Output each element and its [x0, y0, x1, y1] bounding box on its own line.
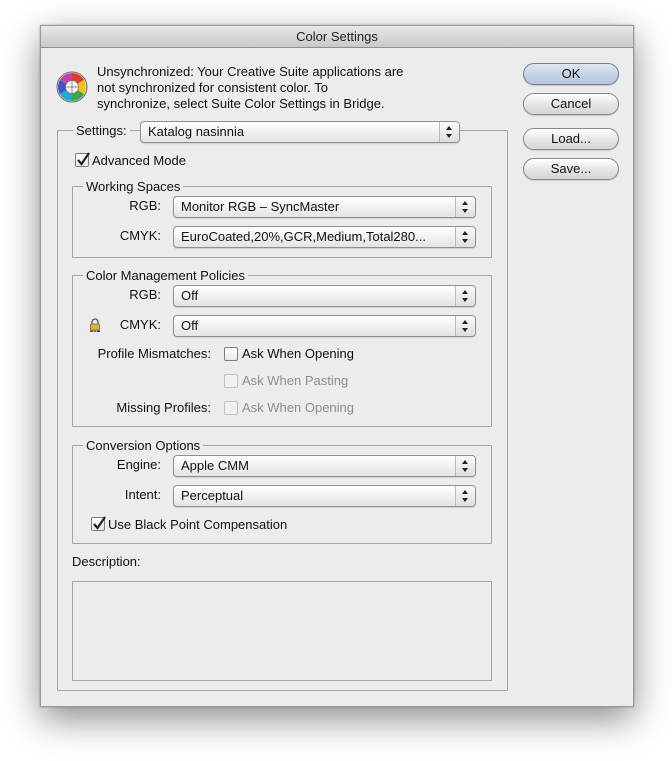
updown-arrows-icon: [455, 197, 475, 217]
description-label: Description:: [72, 554, 141, 569]
ok-button[interactable]: OK: [523, 63, 619, 85]
save-button[interactable]: Save...: [523, 158, 619, 180]
color-wheel-icon: [55, 70, 89, 104]
sync-message: [97, 64, 457, 112]
sync-message-line: Unsynchronized: Your Creative Suite applications are: [97, 64, 404, 79]
intent-label: Intent:: [124, 487, 161, 502]
checkmark-icon: [75, 151, 91, 167]
sync-message-line: not synchronized for consistent color. To: [97, 80, 328, 95]
settings-select[interactable]: [140, 121, 460, 143]
working-rgb-select[interactable]: [173, 196, 476, 218]
updown-arrows-icon: [455, 456, 475, 476]
updown-arrows-icon: [439, 122, 459, 142]
working-cmyk-label: CMYK:: [119, 228, 161, 243]
updown-arrows-icon: [455, 316, 475, 336]
advanced-mode-checkbox[interactable]: [75, 153, 89, 167]
working-cmyk-value: EuroCoated,20%,GCR,Medium,Total280...: [181, 229, 426, 244]
load-button[interactable]: Load...: [523, 128, 619, 150]
black-point-compensation-checkbox[interactable]: [91, 517, 105, 531]
mismatch-ask-opening-checkbox[interactable]: [224, 347, 238, 361]
sync-message-line: synchronize, select Suite Color Settings in Bridge.: [97, 96, 385, 111]
checkmark-icon: [91, 515, 107, 531]
settings-value: Katalog nasinnia: [148, 124, 245, 139]
missing-profiles-label: Missing Profiles:: [116, 400, 211, 415]
engine-select[interactable]: [173, 455, 476, 477]
advanced-mode-label: Advanced Mode: [92, 153, 186, 168]
intent-value: Perceptual: [181, 488, 244, 503]
updown-arrows-icon: [455, 286, 475, 306]
working-rgb-value: Monitor RGB – SyncMaster: [181, 199, 340, 214]
intent-select[interactable]: [173, 485, 476, 507]
updown-arrows-icon: [455, 227, 475, 247]
policies-cmyk-label: CMYK:: [119, 317, 161, 332]
color-settings-dialog: [40, 25, 634, 707]
updown-arrows-icon: [455, 486, 475, 506]
missing-ask-opening-checkbox[interactable]: [224, 401, 238, 415]
mismatch-ask-pasting-checkbox[interactable]: [224, 374, 238, 388]
policies-title: Color Management Policies: [83, 269, 248, 283]
policies-cmyk-value: Off: [181, 318, 199, 333]
policies-rgb-value: Off: [181, 288, 199, 303]
engine-label: Engine:: [116, 457, 161, 472]
conversion-title: Conversion Options: [83, 439, 203, 453]
window-title: Color Settings: [41, 26, 633, 48]
description-box: [72, 581, 492, 681]
profile-mismatches-label: Profile Mismatches:: [97, 346, 211, 361]
policies-rgb-label: RGB:: [129, 287, 161, 302]
working-spaces-title: Working Spaces: [83, 180, 183, 194]
policies-cmyk-select[interactable]: [173, 315, 476, 337]
working-rgb-label: RGB:: [129, 198, 161, 213]
mismatch-ask-opening-label: Ask When Opening: [242, 346, 355, 361]
engine-value: Apple CMM: [181, 458, 249, 473]
mismatch-ask-pasting-label: Ask When Pasting: [242, 373, 349, 388]
policies-rgb-select[interactable]: [173, 285, 476, 307]
cancel-button[interactable]: Cancel: [523, 93, 619, 115]
black-point-compensation-label: Use Black Point Compensation: [108, 517, 288, 532]
working-cmyk-select[interactable]: [173, 226, 476, 248]
missing-ask-opening-label: Ask When Opening: [242, 400, 355, 415]
settings-label: Settings:: [73, 124, 130, 138]
